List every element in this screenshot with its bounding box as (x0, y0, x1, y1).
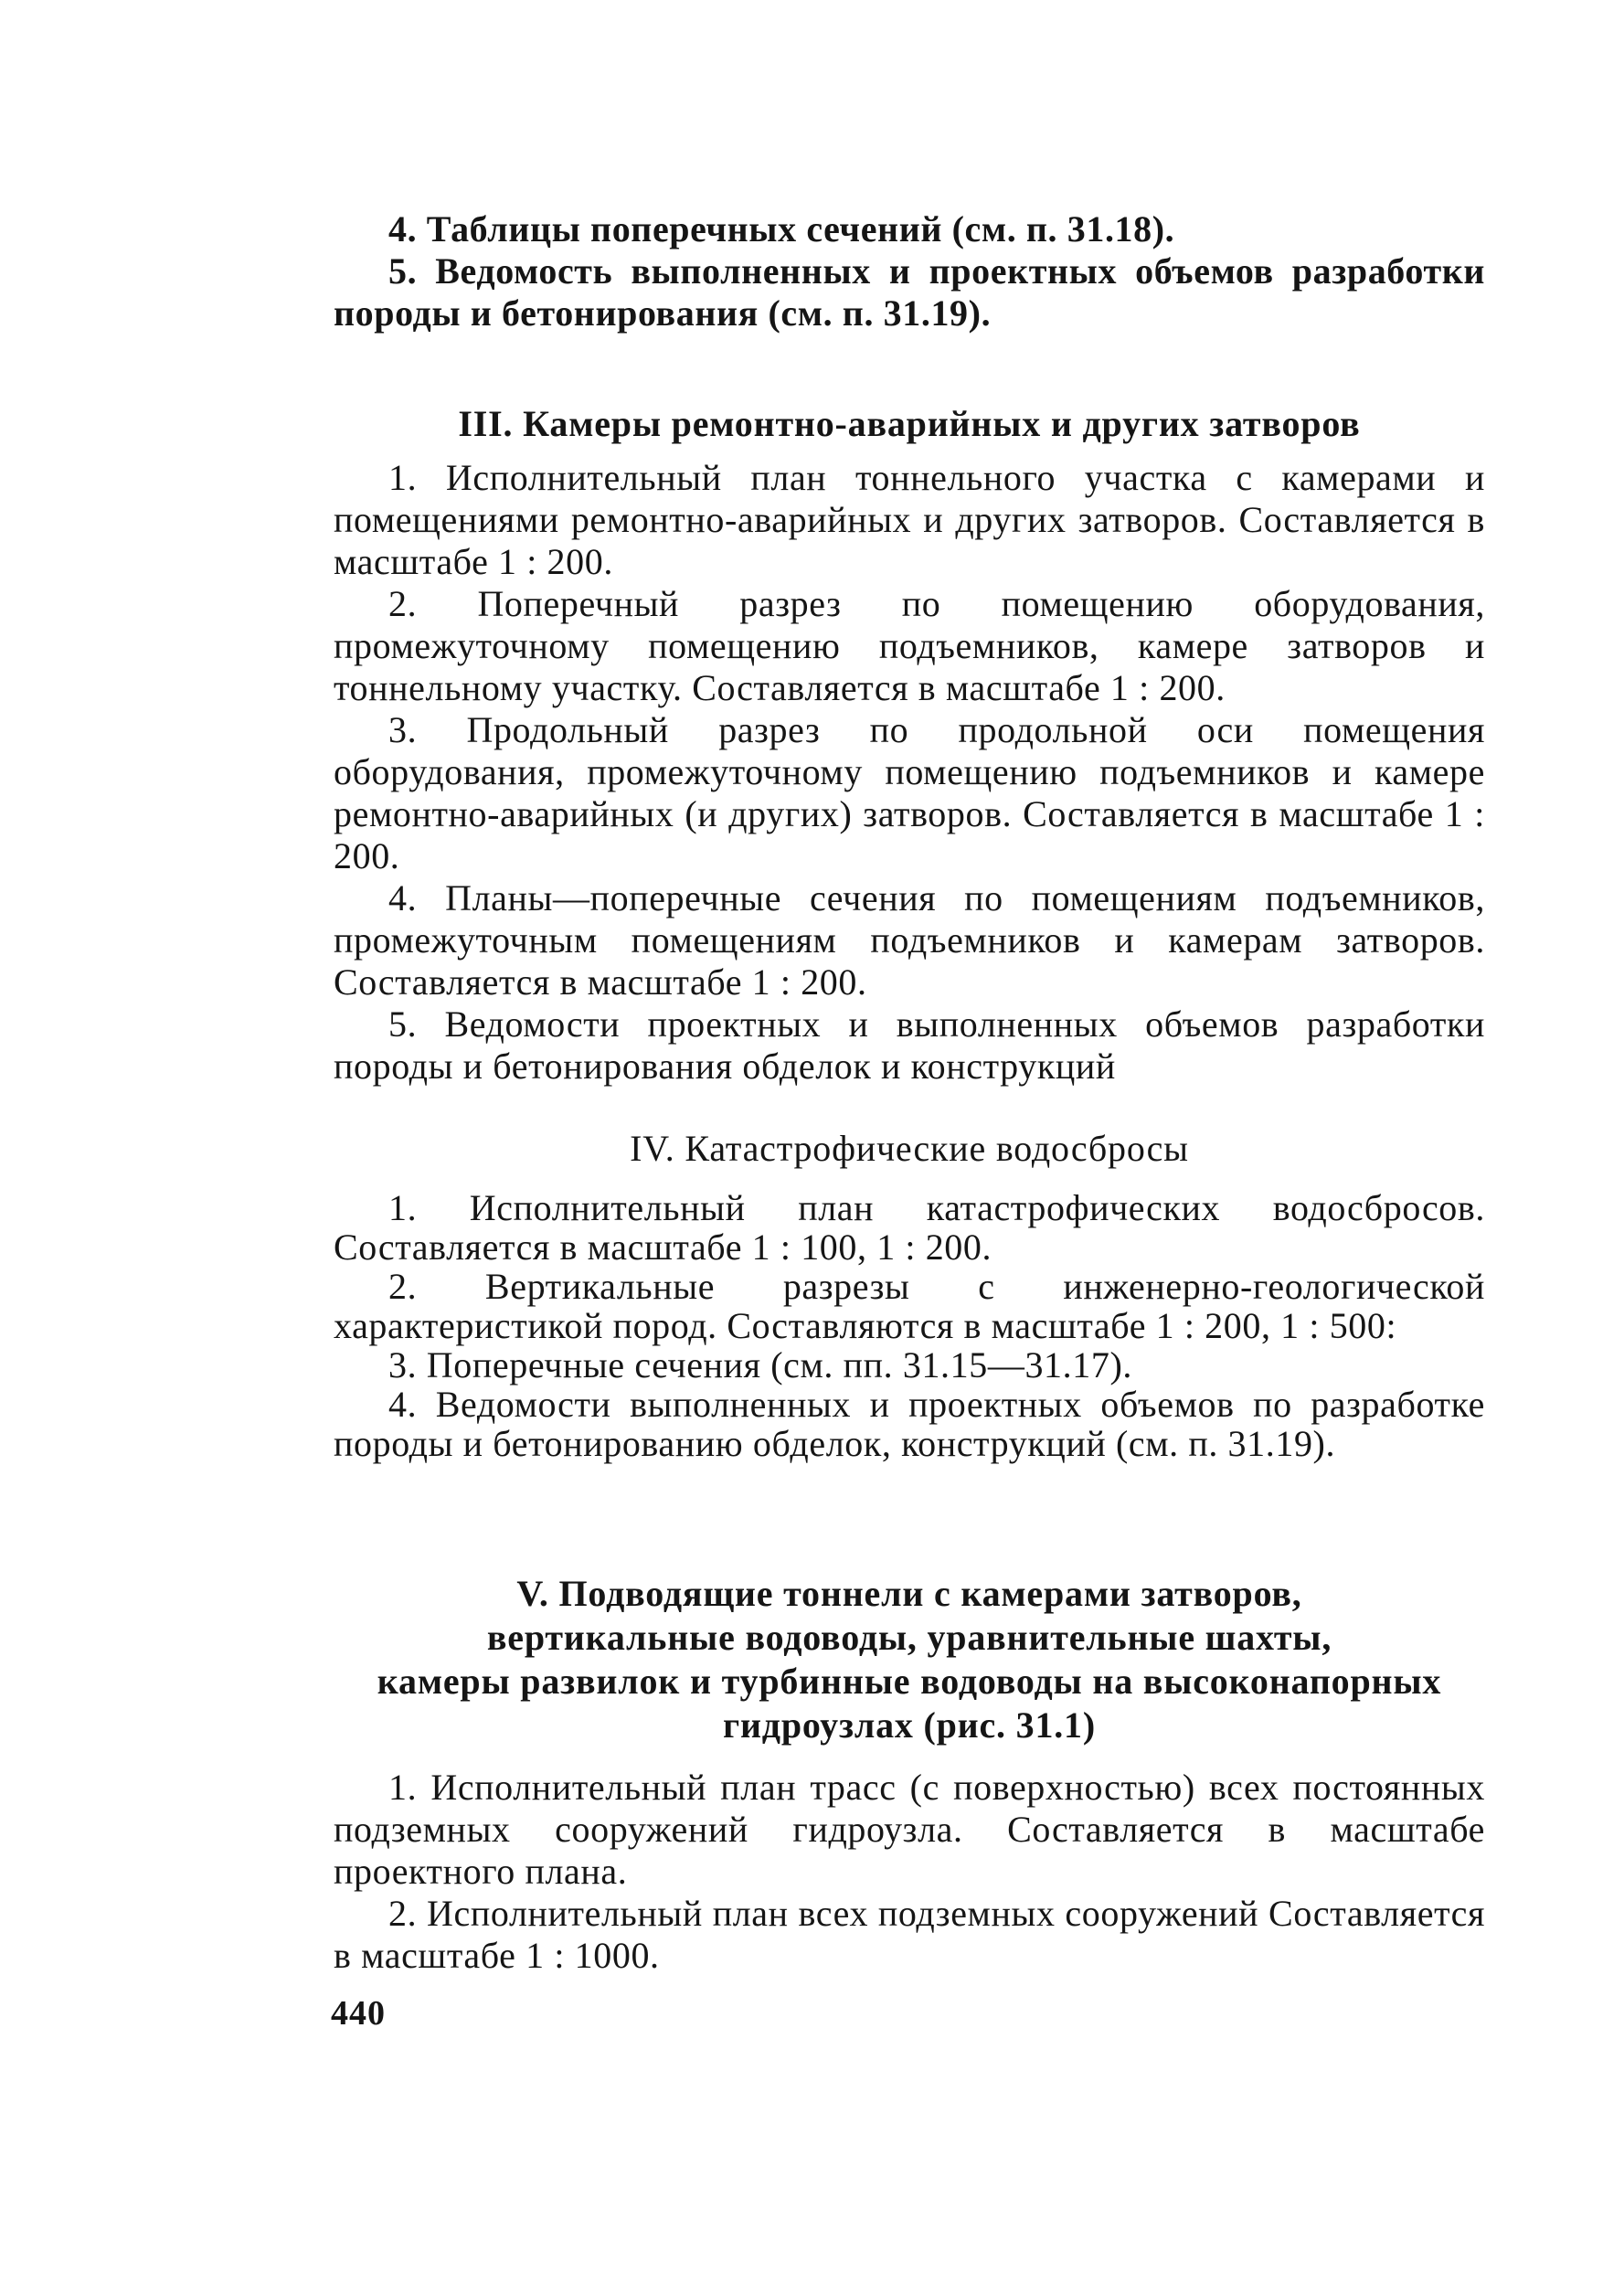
section-iv-body (334, 1188, 1485, 1463)
list-item: 5. Ведомость выполненных и проектных объемов разработки породы и бетонирования (см. п. 31.19). (334, 250, 1485, 334)
section-title-line: вертикальные водоводы, уравнительные шахты, (486, 1617, 1332, 1658)
section-title-line: камеры развилок и турбинные водоводы на высоконапорных (377, 1661, 1442, 1702)
section-heading-iv (334, 1127, 1485, 1171)
list-item: 5. Ведомости проектных и выполненных объемов разработки породы и бетонирования обделок и конструкций (334, 1003, 1485, 1087)
list-item: 1. Исполнительный план трасс (с поверхностью) всех постоянных подземных сооружений гидроузла. Составляется в масштабе проектного плана. (334, 1767, 1485, 1892)
section-iii-body (334, 457, 1485, 1088)
list-item: 4. Таблицы поперечных сечений (см. п. 31.18). (388, 208, 1175, 249)
list-item: 3. Продольный разрез по продольной оси помещения оборудования, промежуточному помещению подъемников и камере ремонтно-аварийных (и других) затворов. Составляется в масштабе 1 : 200. (334, 709, 1485, 876)
list-item: 2. Исполнительный план всех подземных сооружений Составляется в масштабе 1 : 1000. (334, 1893, 1485, 1976)
list-item: 4. Планы—поперечные сечения по помещениям подъемников, промежуточным помещениям подъемников и камерам затворов. Составляется в масштабе 1 : 200. (334, 877, 1485, 1003)
section-v-body (334, 1767, 1485, 1977)
list-item: 2. Поперечный разрез по помещению оборудования, промежуточному помещению подъемников, камере затворов и тоннельному участку. Составляется в масштабе 1 : 200. (334, 583, 1485, 708)
list-item: 1. Исполнительный план тоннельного участка с камерами и помещениями ремонтно-аварийных и других затворов. Составляется в масштабе 1 : 200. (334, 457, 1485, 582)
section-heading-iii (334, 402, 1485, 446)
section-heading-v (334, 1572, 1485, 1747)
list-item: 2. Вертикальные разрезы с инженерно-геологической характеристикой пород. Составляются в масштабе 1 : 200, 1 : 500: (334, 1266, 1485, 1346)
list-item: 1. Исполнительный план катастрофических водосбросов. Составляется в масштабе 1 : 100, 1 : 200. (334, 1187, 1485, 1268)
section-continuation (334, 208, 1485, 334)
section-title: IV. Катастрофические водосбросы (630, 1128, 1189, 1169)
list-item: 3. Поперечные сечения (см. пп. 31.15—31.17). (388, 1344, 1132, 1385)
section-title-line: гидроузлах (рис. 31.1) (723, 1704, 1096, 1746)
section-title: III. Камеры ремонтно-аварийных и других затворов (458, 403, 1361, 444)
page-number: 440 (331, 1994, 386, 2033)
list-item: 4. Ведомости выполненных и проектных объемов по разработке породы и бетонированию обделок, конструкций (см. п. 31.19). (334, 1384, 1485, 1464)
section-title-line: V. Подводящие тоннели с камерами затворов, (516, 1573, 1302, 1614)
